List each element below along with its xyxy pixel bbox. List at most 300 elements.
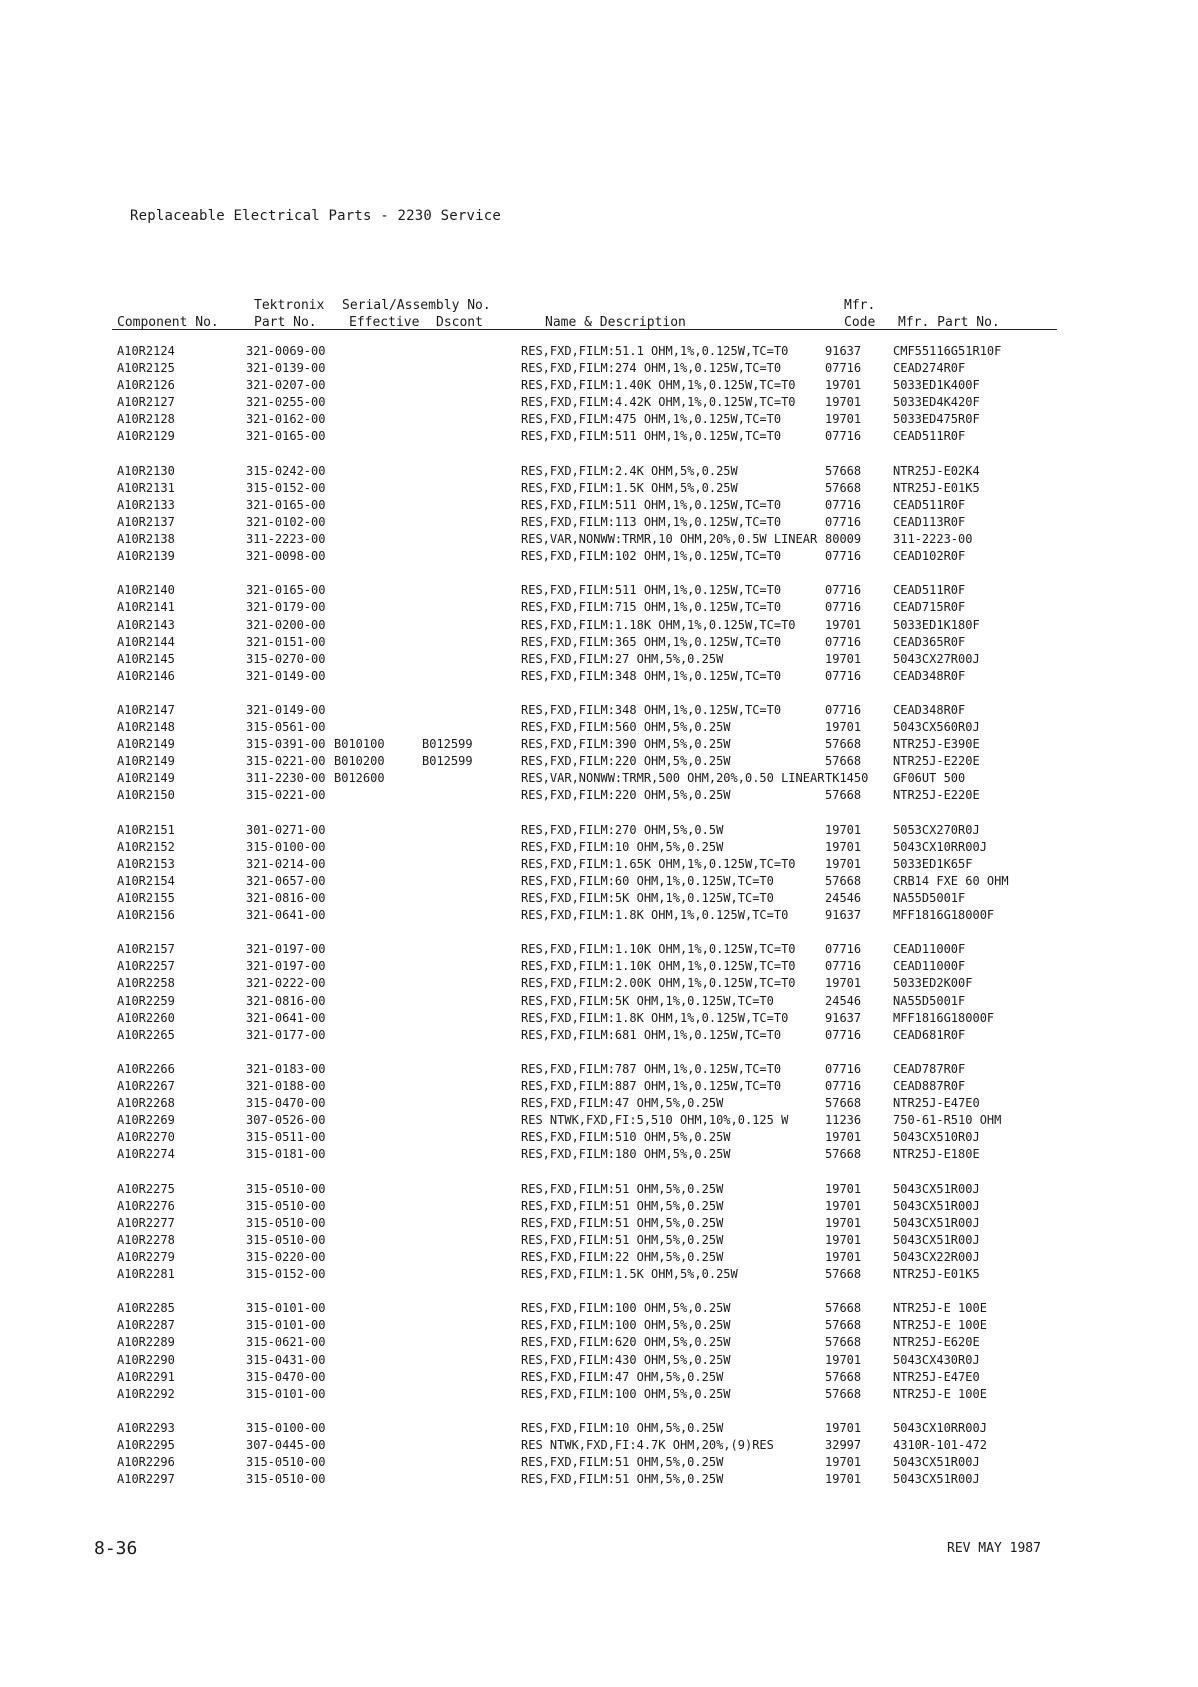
mfr-part-no-cell: NTR25J-E620E <box>893 1335 980 1350</box>
table-row <box>0 1061 1198 1078</box>
component-no-cell: A10R2143 <box>117 617 175 632</box>
table-row <box>0 1386 1198 1403</box>
mfr-code-cell: 07716 <box>825 549 862 564</box>
description-cell: RES,FXD,FILM:51 OHM,5%,0.25W <box>521 1455 724 1470</box>
component-no-cell: A10R2124 <box>117 344 175 358</box>
description-cell: RES,FXD,FILM:887 OHM,1%,0.125W,TC=T0 <box>521 1079 782 1094</box>
table-row <box>0 514 1198 531</box>
component-no-cell: A10R2130 <box>117 463 175 478</box>
description-cell: RES,FXD,FILM:1.8K OHM,1%,0.125W,TC=T0 <box>521 1010 789 1025</box>
component-no-cell: A10R2149 <box>117 771 175 786</box>
mfr-part-no-cell: NTR25J-E220E <box>893 754 980 769</box>
component-no-cell: A10R2265 <box>117 1027 175 1042</box>
part-no-cell: 315-0221-00 <box>246 754 326 769</box>
part-no-cell: 311-2230-00 <box>246 771 326 786</box>
component-no-cell: A10R2274 <box>117 1147 175 1162</box>
mfr-part-no-cell: NTR25J-E47E0 <box>893 1096 980 1111</box>
component-no-cell: A10R2281 <box>117 1267 175 1282</box>
component-no-cell: A10R2270 <box>117 1130 175 1145</box>
mfr-code-cell: 19701 <box>825 720 862 735</box>
part-no-cell: 315-0510-00 <box>246 1455 326 1470</box>
table-row <box>0 1215 1198 1232</box>
component-no-cell: A10R2149 <box>117 737 175 752</box>
mfr-code-cell: TK1450 <box>825 771 869 786</box>
mfr-part-no-cell: CEAD274R0F <box>893 361 966 376</box>
part-no-cell: 315-0242-00 <box>246 463 326 478</box>
description-cell: RES,FXD,FILM:560 OHM,5%,0.25W <box>521 720 731 735</box>
description-cell: RES,FXD,FILM:102 OHM,1%,0.125W,TC=T0 <box>521 549 782 564</box>
description-cell: RES,FXD,FILM:390 OHM,5%,0.25W <box>521 737 731 752</box>
part-no-cell: 321-0162-00 <box>246 412 326 427</box>
table-row <box>0 958 1198 975</box>
mfr-part-no-cell: NTR25J-E02K4 <box>893 463 980 478</box>
component-no-cell: A10R2295 <box>117 1438 175 1452</box>
mfr-part-no-cell: NTR25J-E180E <box>893 1147 980 1162</box>
table-row <box>0 941 1198 958</box>
mfr-code-cell: 57668 <box>825 1369 862 1384</box>
description-cell: RES,FXD,FILM:620 OHM,5%,0.25W <box>521 1335 731 1350</box>
description-cell: RES,FXD,FILM:10 OHM,5%,0.25W <box>521 839 724 854</box>
table-row <box>0 1095 1198 1112</box>
table-row <box>0 753 1198 770</box>
group-spacer <box>0 685 1198 702</box>
component-no-cell: A10R2153 <box>117 856 175 871</box>
component-no-cell: A10R2268 <box>117 1096 175 1111</box>
component-no-cell: A10R2152 <box>117 839 175 854</box>
mfr-code-cell: 19701 <box>825 822 862 837</box>
effective-cell: B010200 <box>334 754 385 769</box>
mfr-code-cell: 57668 <box>825 788 862 803</box>
part-no-cell: 321-0197-00 <box>246 942 326 957</box>
table-row <box>0 1232 1198 1249</box>
description-cell: RES,FXD,FILM:100 OHM,5%,0.25W <box>521 1301 731 1316</box>
revision-date: REV MAY 1987 <box>947 1541 1041 1556</box>
mfr-part-no-cell: MFF1816G18000F <box>893 1010 995 1025</box>
component-no-cell: A10R2291 <box>117 1369 175 1384</box>
component-no-cell: A10R2139 <box>117 549 175 564</box>
description-cell: RES NTWK,FXD,FI:5,510 OHM,10%,0.125 W <box>521 1113 789 1128</box>
description-cell: RES,FXD,FILM:22 OHM,5%,0.25W <box>521 1249 724 1264</box>
component-no-cell: A10R2287 <box>117 1318 175 1333</box>
description-cell: RES NTWK,FXD,FI:4.7K OHM,20%,(9)RES <box>521 1438 774 1452</box>
component-no-cell: A10R2257 <box>117 959 175 974</box>
mfr-part-no-cell: 5033ED475R0F <box>893 412 980 427</box>
description-cell: RES,FXD,FILM:51 OHM,5%,0.25W <box>521 1472 724 1487</box>
mfr-part-no-cell: CEAD787R0F <box>893 1061 966 1076</box>
component-no-cell: A10R2144 <box>117 634 175 649</box>
header-code: Code <box>844 315 876 330</box>
description-cell: RES,FXD,FILM:5K OHM,1%,0.125W,TC=T0 <box>521 993 774 1008</box>
mfr-part-no-cell: 311-2223-00 <box>893 532 973 547</box>
mfr-part-no-cell: NA55D5001F <box>893 993 966 1008</box>
table-row <box>0 497 1198 514</box>
part-no-cell: 321-0816-00 <box>246 891 326 905</box>
mfr-code-cell: 07716 <box>825 1027 862 1042</box>
table-row <box>0 1317 1198 1334</box>
table-row <box>0 1454 1198 1471</box>
component-no-cell: A10R2137 <box>117 514 175 529</box>
description-cell: RES,FXD,FILM:27 OHM,5%,0.25W <box>521 651 724 666</box>
dscont-cell: B012599 <box>422 754 473 769</box>
mfr-part-no-cell: NA55D5001F <box>893 891 966 905</box>
description-cell: RES,FXD,FILM:1.5K OHM,5%,0.25W <box>521 1267 738 1282</box>
mfr-part-no-cell: 5043CX27R00J <box>893 651 980 666</box>
group-spacer <box>0 1044 1198 1061</box>
header-part-no: Part No. <box>254 315 317 330</box>
mfr-part-no-cell: NTR25J-E 100E <box>893 1301 987 1316</box>
description-cell: RES,FXD,FILM:365 OHM,1%,0.125W,TC=T0 <box>521 634 782 649</box>
component-no-cell: A10R2259 <box>117 993 175 1008</box>
mfr-part-no-cell: 5043CX10RR00J <box>893 1420 987 1435</box>
description-cell: RES,FXD,FILM:47 OHM,5%,0.25W <box>521 1096 724 1111</box>
group-spacer <box>0 1403 1198 1420</box>
table-row <box>0 599 1198 616</box>
table-row <box>0 1420 1198 1437</box>
part-no-cell: 321-0183-00 <box>246 1061 326 1076</box>
description-cell: RES,FXD,FILM:787 OHM,1%,0.125W,TC=T0 <box>521 1061 782 1076</box>
table-row <box>0 360 1198 377</box>
mfr-code-cell: 07716 <box>825 583 862 598</box>
mfr-part-no-cell: 5043CX51R00J <box>893 1455 980 1470</box>
mfr-code-cell: 57668 <box>825 1386 862 1401</box>
table-row <box>0 377 1198 394</box>
table-row <box>0 1437 1198 1454</box>
table-row <box>0 1027 1198 1044</box>
mfr-code-cell: 19701 <box>825 856 862 871</box>
description-cell: RES,FXD,FILM:220 OHM,5%,0.25W <box>521 754 731 769</box>
part-no-cell: 321-0165-00 <box>246 429 326 444</box>
component-no-cell: A10R2126 <box>117 378 175 393</box>
description-cell: RES,FXD,FILM:100 OHM,5%,0.25W <box>521 1386 731 1401</box>
description-cell: RES,FXD,FILM:51 OHM,5%,0.25W <box>521 1215 724 1230</box>
mfr-code-cell: 07716 <box>825 702 862 717</box>
description-cell: RES,FXD,FILM:1.10K OHM,1%,0.125W,TC=T0 <box>521 959 796 974</box>
table-row <box>0 993 1198 1010</box>
table-row <box>0 1369 1198 1386</box>
table-row <box>0 702 1198 719</box>
mfr-code-cell: 11236 <box>825 1113 862 1128</box>
mfr-code-cell: 91637 <box>825 344 862 358</box>
part-no-cell: 321-0222-00 <box>246 976 326 991</box>
mfr-code-cell: 19701 <box>825 1130 862 1145</box>
description-cell: RES,FXD,FILM:475 OHM,1%,0.125W,TC=T0 <box>521 412 782 427</box>
part-no-cell: 321-0188-00 <box>246 1079 326 1094</box>
dscont-cell: B012599 <box>422 737 473 752</box>
part-no-cell: 321-0816-00 <box>246 993 326 1008</box>
description-cell: RES,FXD,FILM:511 OHM,1%,0.125W,TC=T0 <box>521 583 782 598</box>
component-no-cell: A10R2258 <box>117 976 175 991</box>
header-name-description: Name & Description <box>545 315 686 330</box>
mfr-part-no-cell: CEAD511R0F <box>893 497 966 512</box>
part-no-cell: 315-0470-00 <box>246 1096 326 1111</box>
table-row <box>0 343 1198 360</box>
component-no-cell: A10R2154 <box>117 873 175 888</box>
mfr-part-no-cell: 5043CX510R0J <box>893 1130 980 1145</box>
component-no-cell: A10R2157 <box>117 942 175 957</box>
part-no-cell: 321-0149-00 <box>246 668 326 683</box>
description-cell: RES,FXD,FILM:510 OHM,5%,0.25W <box>521 1130 731 1145</box>
description-cell: RES,FXD,FILM:51.1 OHM,1%,0.125W,TC=T0 <box>521 344 789 358</box>
header-serial-assembly: Serial/Assembly No. <box>342 298 491 313</box>
part-no-cell: 321-0151-00 <box>246 634 326 649</box>
mfr-code-cell: 19701 <box>825 378 862 393</box>
description-cell: RES,VAR,NONWW:TRMR,10 OHM,20%,0.5W LINEAR <box>521 532 818 547</box>
mfr-part-no-cell: 5043CX51R00J <box>893 1215 980 1230</box>
description-cell: RES,FXD,FILM:2.4K OHM,5%,0.25W <box>521 463 738 478</box>
table-row <box>0 668 1198 685</box>
part-no-cell: 315-0510-00 <box>246 1472 326 1487</box>
page-number: 8-36 <box>94 1538 138 1559</box>
mfr-code-cell: 07716 <box>825 600 862 615</box>
mfr-part-no-cell: 5043CX51R00J <box>893 1232 980 1247</box>
table-row <box>0 975 1198 992</box>
group-spacer <box>0 1283 1198 1300</box>
mfr-code-cell: 24546 <box>825 993 862 1008</box>
component-no-cell: A10R2292 <box>117 1386 175 1401</box>
table-row <box>0 1352 1198 1369</box>
part-no-cell: 321-0197-00 <box>246 959 326 974</box>
header-effective: Effective <box>349 315 420 330</box>
component-no-cell: A10R2267 <box>117 1079 175 1094</box>
table-row <box>0 1471 1198 1488</box>
table-row <box>0 651 1198 668</box>
header-dscont: Dscont <box>436 315 483 330</box>
group-spacer <box>0 1164 1198 1181</box>
mfr-code-cell: 57668 <box>825 1301 862 1316</box>
table-row <box>0 719 1198 736</box>
mfr-code-cell: 07716 <box>825 1061 862 1076</box>
component-no-cell: A10R2149 <box>117 754 175 769</box>
component-no-cell: A10R2155 <box>117 891 175 905</box>
mfr-code-cell: 07716 <box>825 959 862 974</box>
page-title: Replaceable Electrical Parts - 2230 Service <box>130 208 502 224</box>
part-no-cell: 315-0152-00 <box>246 480 326 495</box>
mfr-part-no-cell: NTR25J-E 100E <box>893 1386 987 1401</box>
part-no-cell: 321-0657-00 <box>246 873 326 888</box>
component-no-cell: A10R2125 <box>117 361 175 376</box>
component-no-cell: A10R2128 <box>117 412 175 427</box>
mfr-code-cell: 19701 <box>825 1472 862 1487</box>
mfr-part-no-cell: NTR25J-E01K5 <box>893 1267 980 1282</box>
mfr-part-no-cell: NTR25J-E390E <box>893 737 980 752</box>
part-no-cell: 311-2223-00 <box>246 532 326 547</box>
table-row <box>0 1334 1198 1351</box>
mfr-code-cell: 19701 <box>825 1249 862 1264</box>
mfr-code-cell: 07716 <box>825 1079 862 1094</box>
description-cell: RES,FXD,FILM:1.5K OHM,5%,0.25W <box>521 480 738 495</box>
component-no-cell: A10R2150 <box>117 788 175 803</box>
part-no-cell: 315-0511-00 <box>246 1130 326 1145</box>
table-row <box>0 531 1198 548</box>
table-row <box>0 1146 1198 1163</box>
mfr-part-no-cell: 5043CX51R00J <box>893 1472 980 1487</box>
description-cell: RES,FXD,FILM:47 OHM,5%,0.25W <box>521 1369 724 1384</box>
description-cell: RES,FXD,FILM:5K OHM,1%,0.125W,TC=T0 <box>521 891 774 905</box>
parts-table-body <box>0 343 1198 1488</box>
mfr-code-cell: 07716 <box>825 514 862 529</box>
mfr-code-cell: 32997 <box>825 1438 862 1452</box>
mfr-code-cell: 19701 <box>825 412 862 427</box>
mfr-code-cell: 19701 <box>825 976 862 991</box>
mfr-code-cell: 19701 <box>825 395 862 410</box>
mfr-part-no-cell: CEAD348R0F <box>893 668 966 683</box>
group-spacer <box>0 805 1198 822</box>
description-cell: RES,FXD,FILM:1.18K OHM,1%,0.125W,TC=T0 <box>521 617 796 632</box>
header-component-no: Component No. <box>117 315 219 330</box>
mfr-code-cell: 57668 <box>825 873 862 888</box>
part-no-cell: 315-0270-00 <box>246 651 326 666</box>
component-no-cell: A10R2141 <box>117 600 175 615</box>
effective-cell: B012600 <box>334 771 385 786</box>
component-no-cell: A10R2296 <box>117 1455 175 1470</box>
mfr-code-cell: 19701 <box>825 839 862 854</box>
component-no-cell: A10R2293 <box>117 1420 175 1435</box>
table-row <box>0 1129 1198 1146</box>
component-no-cell: A10R2151 <box>117 822 175 837</box>
part-no-cell: 321-0165-00 <box>246 497 326 512</box>
table-row <box>0 787 1198 804</box>
table-row <box>0 1112 1198 1129</box>
mfr-part-no-cell: 750-61-R510 OHM <box>893 1113 1002 1128</box>
mfr-part-no-cell: CEAD113R0F <box>893 514 966 529</box>
mfr-part-no-cell: NTR25J-E 100E <box>893 1318 987 1333</box>
part-no-cell: 321-0098-00 <box>246 549 326 564</box>
mfr-part-no-cell: CEAD511R0F <box>893 583 966 598</box>
description-cell: RES,FXD,FILM:113 OHM,1%,0.125W,TC=T0 <box>521 514 782 529</box>
component-no-cell: A10R2140 <box>117 583 175 598</box>
description-cell: RES,FXD,FILM:430 OHM,5%,0.25W <box>521 1352 731 1367</box>
description-cell: RES,FXD,FILM:1.65K OHM,1%,0.125W,TC=T0 <box>521 856 796 871</box>
mfr-code-cell: 07716 <box>825 634 862 649</box>
header-mfr-part-no: Mfr. Part No. <box>898 315 1000 330</box>
table-row <box>0 770 1198 787</box>
description-cell: RES,FXD,FILM:274 OHM,1%,0.125W,TC=T0 <box>521 361 782 376</box>
mfr-code-cell: 07716 <box>825 429 862 444</box>
component-no-cell: A10R2138 <box>117 532 175 547</box>
mfr-code-cell: 07716 <box>825 942 862 957</box>
component-no-cell: A10R2279 <box>117 1249 175 1264</box>
component-no-cell: A10R2290 <box>117 1352 175 1367</box>
mfr-part-no-cell: GF06UT 500 <box>893 771 966 786</box>
mfr-part-no-cell: 5033ED1K65F <box>893 856 973 871</box>
component-no-cell: A10R2277 <box>117 1215 175 1230</box>
part-no-cell: 321-0641-00 <box>246 908 326 923</box>
component-no-cell: A10R2276 <box>117 1198 175 1213</box>
table-row <box>0 411 1198 428</box>
mfr-part-no-cell: 5033ED4K420F <box>893 395 980 410</box>
mfr-part-no-cell: CRB14 FXE 60 OHM <box>893 873 1009 888</box>
component-no-cell: A10R2156 <box>117 908 175 923</box>
mfr-code-cell: 91637 <box>825 1010 862 1025</box>
mfr-code-cell: 57668 <box>825 1096 862 1111</box>
part-no-cell: 321-0255-00 <box>246 395 326 410</box>
description-cell: RES,FXD,FILM:180 OHM,5%,0.25W <box>521 1147 731 1162</box>
mfr-code-cell: 57668 <box>825 1147 862 1162</box>
group-spacer <box>0 446 1198 463</box>
mfr-code-cell: 19701 <box>825 1420 862 1435</box>
mfr-part-no-cell: NTR25J-E01K5 <box>893 480 980 495</box>
component-no-cell: A10R2127 <box>117 395 175 410</box>
table-row <box>0 463 1198 480</box>
description-cell: RES,FXD,FILM:511 OHM,1%,0.125W,TC=T0 <box>521 497 782 512</box>
part-no-cell: 321-0214-00 <box>246 856 326 871</box>
component-no-cell: A10R2131 <box>117 480 175 495</box>
table-row <box>0 582 1198 599</box>
description-cell: RES,FXD,FILM:511 OHM,1%,0.125W,TC=T0 <box>521 429 782 444</box>
part-no-cell: 315-0101-00 <box>246 1318 326 1333</box>
mfr-part-no-cell: CEAD11000F <box>893 942 966 957</box>
mfr-code-cell: 19701 <box>825 1352 862 1367</box>
part-no-cell: 307-0526-00 <box>246 1113 326 1128</box>
mfr-part-no-cell: MFF1816G18000F <box>893 908 995 923</box>
part-no-cell: 321-0139-00 <box>246 361 326 376</box>
part-no-cell: 315-0431-00 <box>246 1352 326 1367</box>
mfr-part-no-cell: CEAD102R0F <box>893 549 966 564</box>
part-no-cell: 315-0510-00 <box>246 1232 326 1247</box>
mfr-part-no-cell: 5033ED2K00F <box>893 976 973 991</box>
description-cell: RES,FXD,FILM:1.8K OHM,1%,0.125W,TC=T0 <box>521 908 789 923</box>
component-no-cell: A10R2145 <box>117 651 175 666</box>
description-cell: RES,FXD,FILM:348 OHM,1%,0.125W,TC=T0 <box>521 668 782 683</box>
part-no-cell: 321-0177-00 <box>246 1027 326 1042</box>
mfr-part-no-cell: 5043CX560R0J <box>893 720 980 735</box>
mfr-part-no-cell: 5043CX22R00J <box>893 1249 980 1264</box>
description-cell: RES,FXD,FILM:1.40K OHM,1%,0.125W,TC=T0 <box>521 378 796 393</box>
mfr-code-cell: 57668 <box>825 1318 862 1333</box>
table-row <box>0 1198 1198 1215</box>
part-no-cell: 315-0561-00 <box>246 720 326 735</box>
header-mfr: Mfr. <box>844 298 876 313</box>
table-row <box>0 548 1198 565</box>
table-row <box>0 822 1198 839</box>
component-no-cell: A10R2148 <box>117 720 175 735</box>
part-no-cell: 321-0641-00 <box>246 1010 326 1025</box>
mfr-code-cell: 19701 <box>825 1232 862 1247</box>
part-no-cell: 315-0221-00 <box>246 788 326 803</box>
description-cell: RES,FXD,FILM:681 OHM,1%,0.125W,TC=T0 <box>521 1027 782 1042</box>
mfr-part-no-cell: CEAD365R0F <box>893 634 966 649</box>
mfr-part-no-cell: 5053CX270R0J <box>893 822 980 837</box>
description-cell: RES,FXD,FILM:51 OHM,5%,0.25W <box>521 1198 724 1213</box>
table-row <box>0 634 1198 651</box>
table-row <box>0 428 1198 445</box>
mfr-part-no-cell: 5043CX430R0J <box>893 1352 980 1367</box>
table-row <box>0 907 1198 924</box>
part-no-cell: 321-0165-00 <box>246 583 326 598</box>
header-tektronix: Tektronix <box>254 298 325 313</box>
description-cell: RES,FXD,FILM:100 OHM,5%,0.25W <box>521 1318 731 1333</box>
part-no-cell: 321-0207-00 <box>246 378 326 393</box>
part-no-cell: 315-0181-00 <box>246 1147 326 1162</box>
mfr-part-no-cell: CEAD511R0F <box>893 429 966 444</box>
mfr-code-cell: 80009 <box>825 532 862 547</box>
description-cell: RES,FXD,FILM:10 OHM,5%,0.25W <box>521 1420 724 1435</box>
mfr-part-no-cell: 5043CX10RR00J <box>893 839 987 854</box>
component-no-cell: A10R2285 <box>117 1301 175 1316</box>
table-row <box>0 1010 1198 1027</box>
mfr-part-no-cell: CEAD11000F <box>893 959 966 974</box>
header-rule <box>112 329 1057 330</box>
table-row <box>0 1078 1198 1095</box>
table-row <box>0 839 1198 856</box>
description-cell: RES,FXD,FILM:60 OHM,1%,0.125W,TC=T0 <box>521 873 774 888</box>
mfr-code-cell: 57668 <box>825 737 862 752</box>
mfr-code-cell: 57668 <box>825 480 862 495</box>
description-cell: RES,FXD,FILM:715 OHM,1%,0.125W,TC=T0 <box>521 600 782 615</box>
description-cell: RES,VAR,NONWW:TRMR,500 OHM,20%,0.50 LINEAR <box>521 771 825 786</box>
table-row <box>0 873 1198 890</box>
mfr-code-cell: 57668 <box>825 1335 862 1350</box>
